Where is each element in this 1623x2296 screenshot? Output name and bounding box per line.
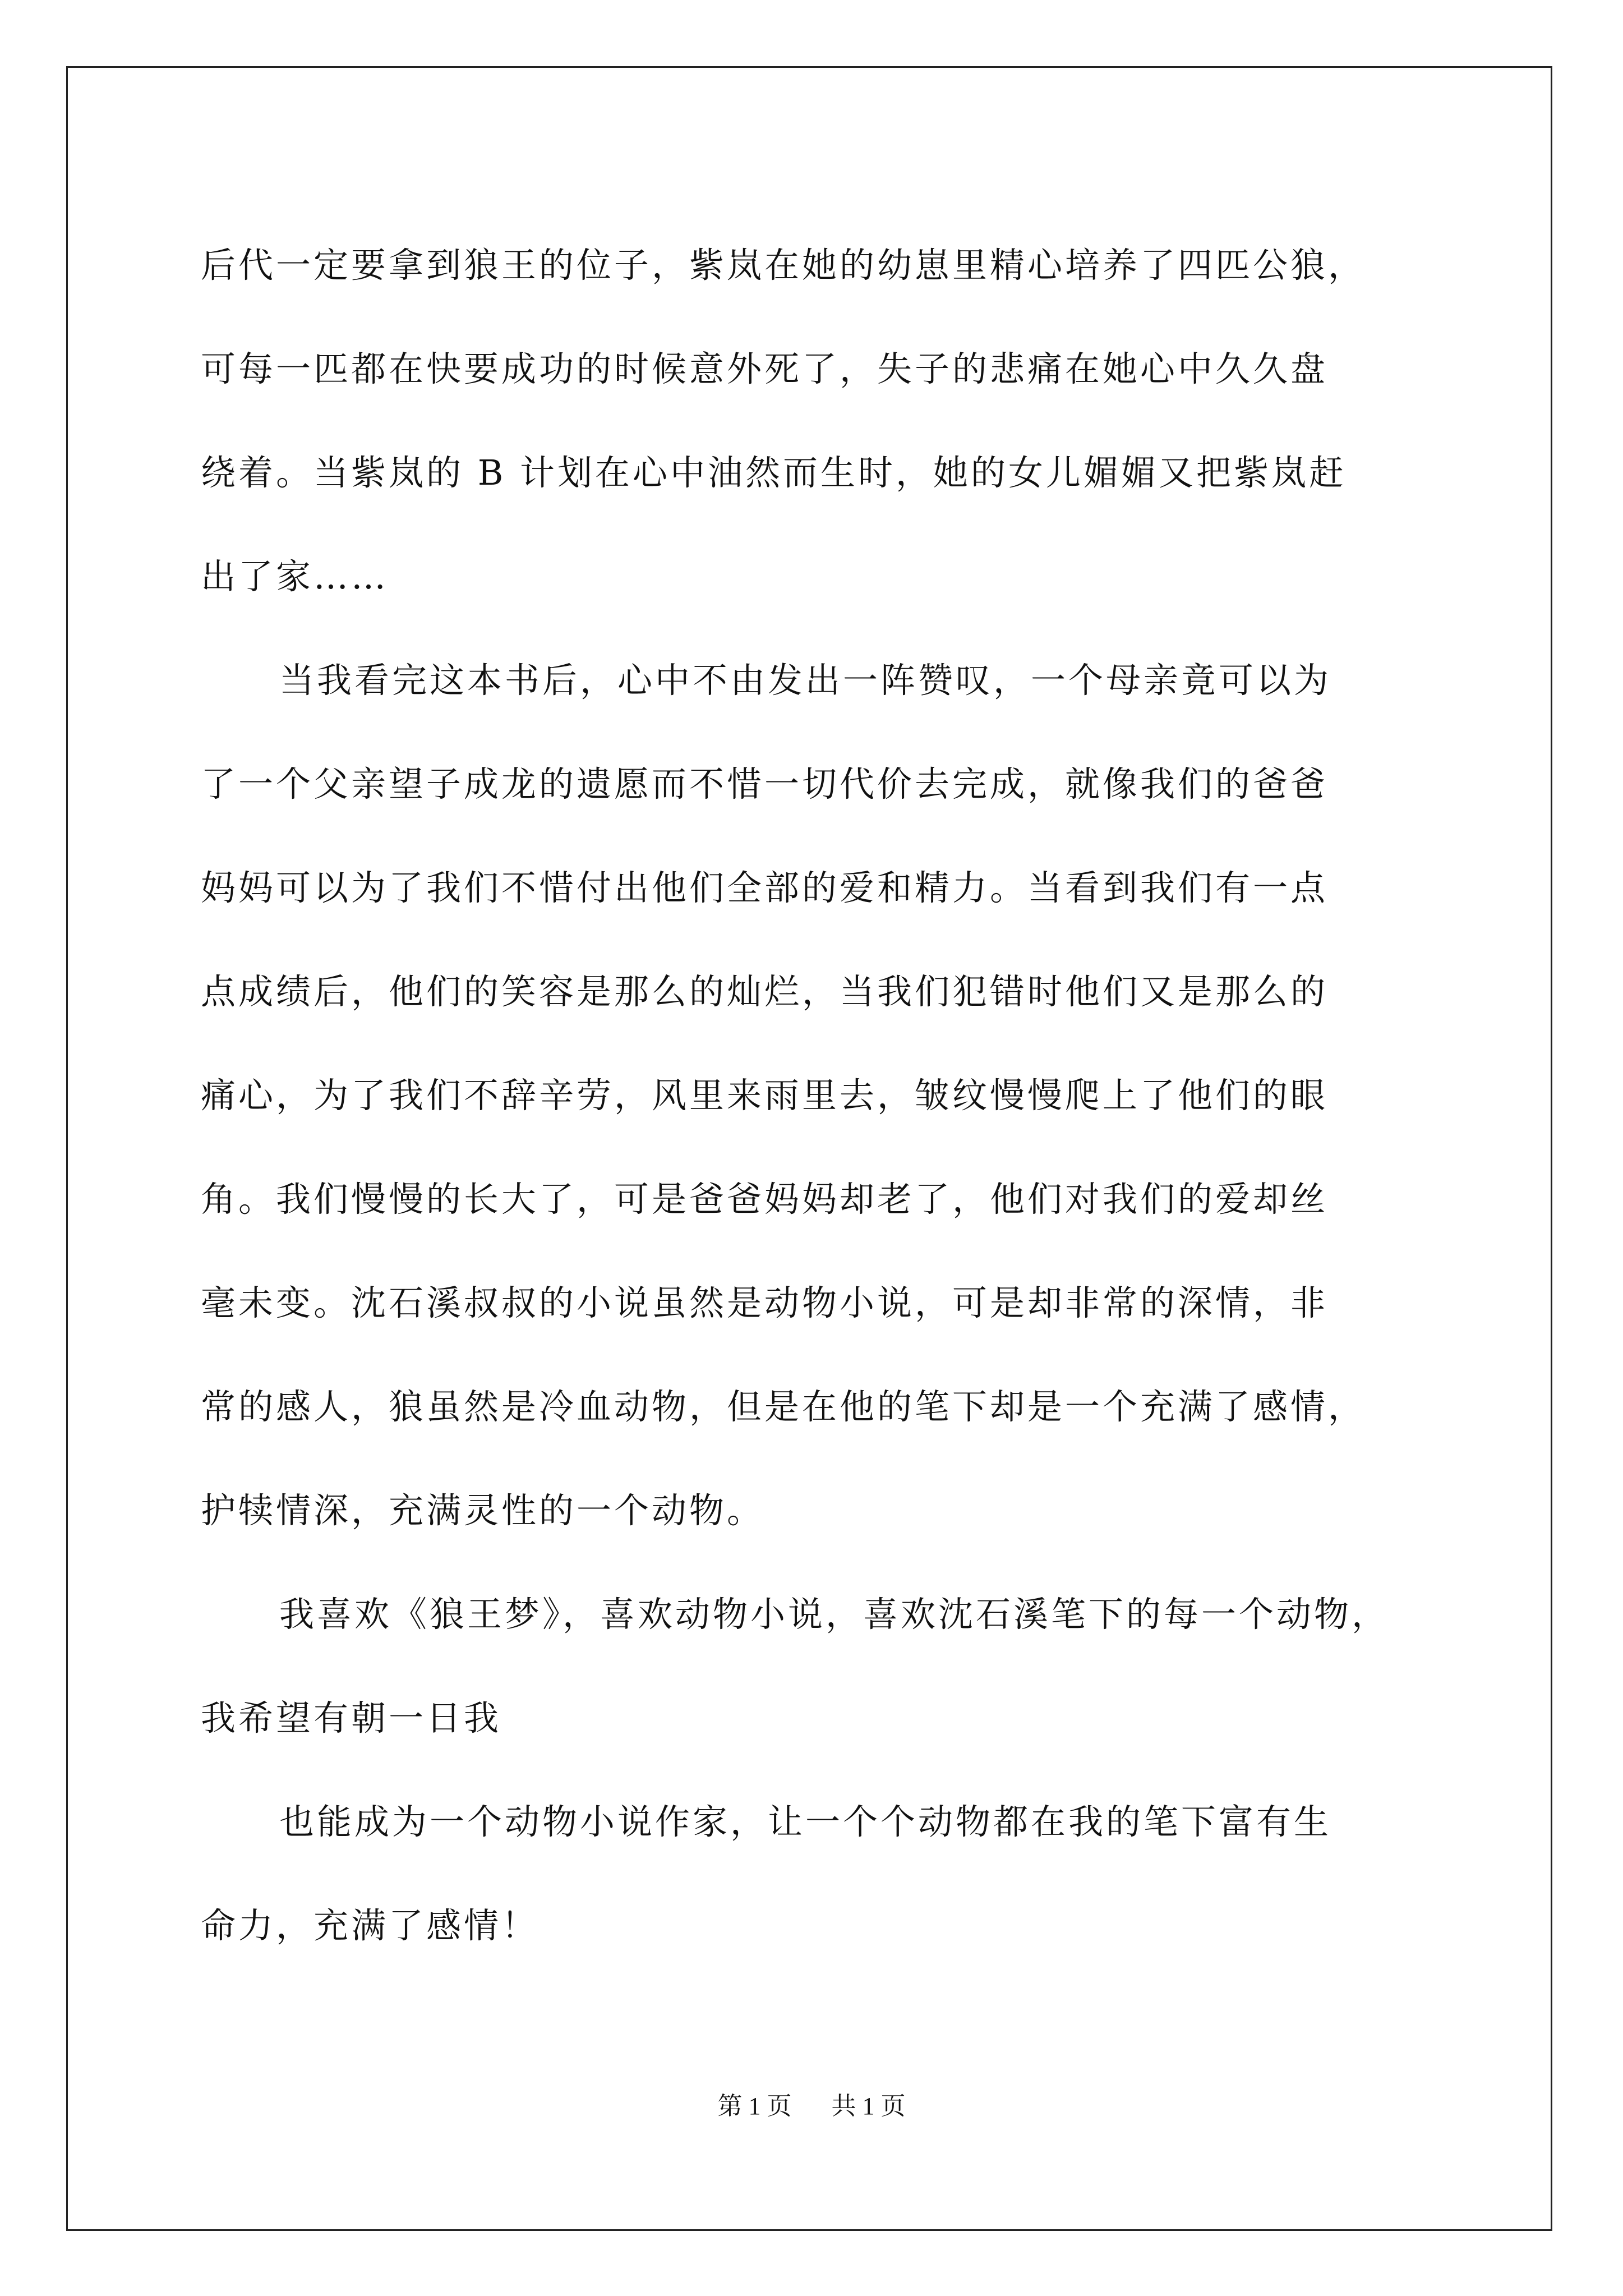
text-line: 了一个父亲望子成龙的遗愿而不惜一切代价去完成，就像我们的爸爸 — [201, 763, 1329, 804]
text-line: 命力，充满了感情！ — [201, 1905, 540, 1946]
document-body — [201, 213, 1435, 1977]
text-line: 痛心，为了我们不辞辛劳，风里来雨里去，皱纹慢慢爬上了他们的眼 — [201, 1075, 1329, 1116]
text-line: 后代一定要拿到狼王的位子，紫岚在她的幼崽里精心培养了四匹公狼， — [201, 245, 1366, 286]
text-line: 也能成为一个动物小说作家，让一个个动物都在我的笔下富有生 — [279, 1801, 1332, 1842]
paragraph — [201, 1770, 1435, 1977]
text-line: 常的感人，狼虽然是冷血动物，但是在他的笔下却是一个充满了感情， — [201, 1386, 1366, 1427]
text-line: 角。我们慢慢的长大了，可是爸爸妈妈却老了，他们对我们的爱却丝 — [201, 1179, 1329, 1220]
text-line: 毫未变。沈石溪叔叔的小说虽然是动物小说，可是却非常的深情，非 — [201, 1282, 1329, 1323]
text-line: 出了家…… — [201, 556, 389, 597]
paragraph — [201, 213, 1435, 628]
page-footer — [0, 2090, 1623, 2123]
page-number: 第 1 页 — [717, 2092, 792, 2120]
text-line: 绕着。当紫岚的 B 计划在心中油然而生时，她的女儿媚媚又把紫岚赶 — [201, 452, 1347, 493]
text-line: 我希望有朝一日我 — [201, 1697, 502, 1738]
text-line: 我喜欢《狼王梦》，喜欢动物小说，喜欢沈石溪笔下的每一个动物， — [279, 1594, 1390, 1635]
paragraph — [201, 1562, 1435, 1770]
text-line: 可每一匹都在快要成功的时候意外死了，失子的悲痛在她心中久久盘 — [201, 348, 1329, 389]
text-line: 妈妈可以为了我们不惜付出他们全部的爱和精力。当看到我们有一点 — [201, 867, 1329, 908]
text-line: 当我看完这本书后，心中不由发出一阵赞叹，一个母亲竟可以为 — [279, 660, 1332, 701]
page-total: 共 1 页 — [831, 2092, 906, 2120]
text-line: 护犊情深，充满灵性的一个动物。 — [201, 1490, 765, 1531]
paragraph — [201, 628, 1435, 1562]
text-line: 点成绩后，他们的笑容是那么的灿烂，当我们犯错时他们又是那么的 — [201, 971, 1329, 1012]
